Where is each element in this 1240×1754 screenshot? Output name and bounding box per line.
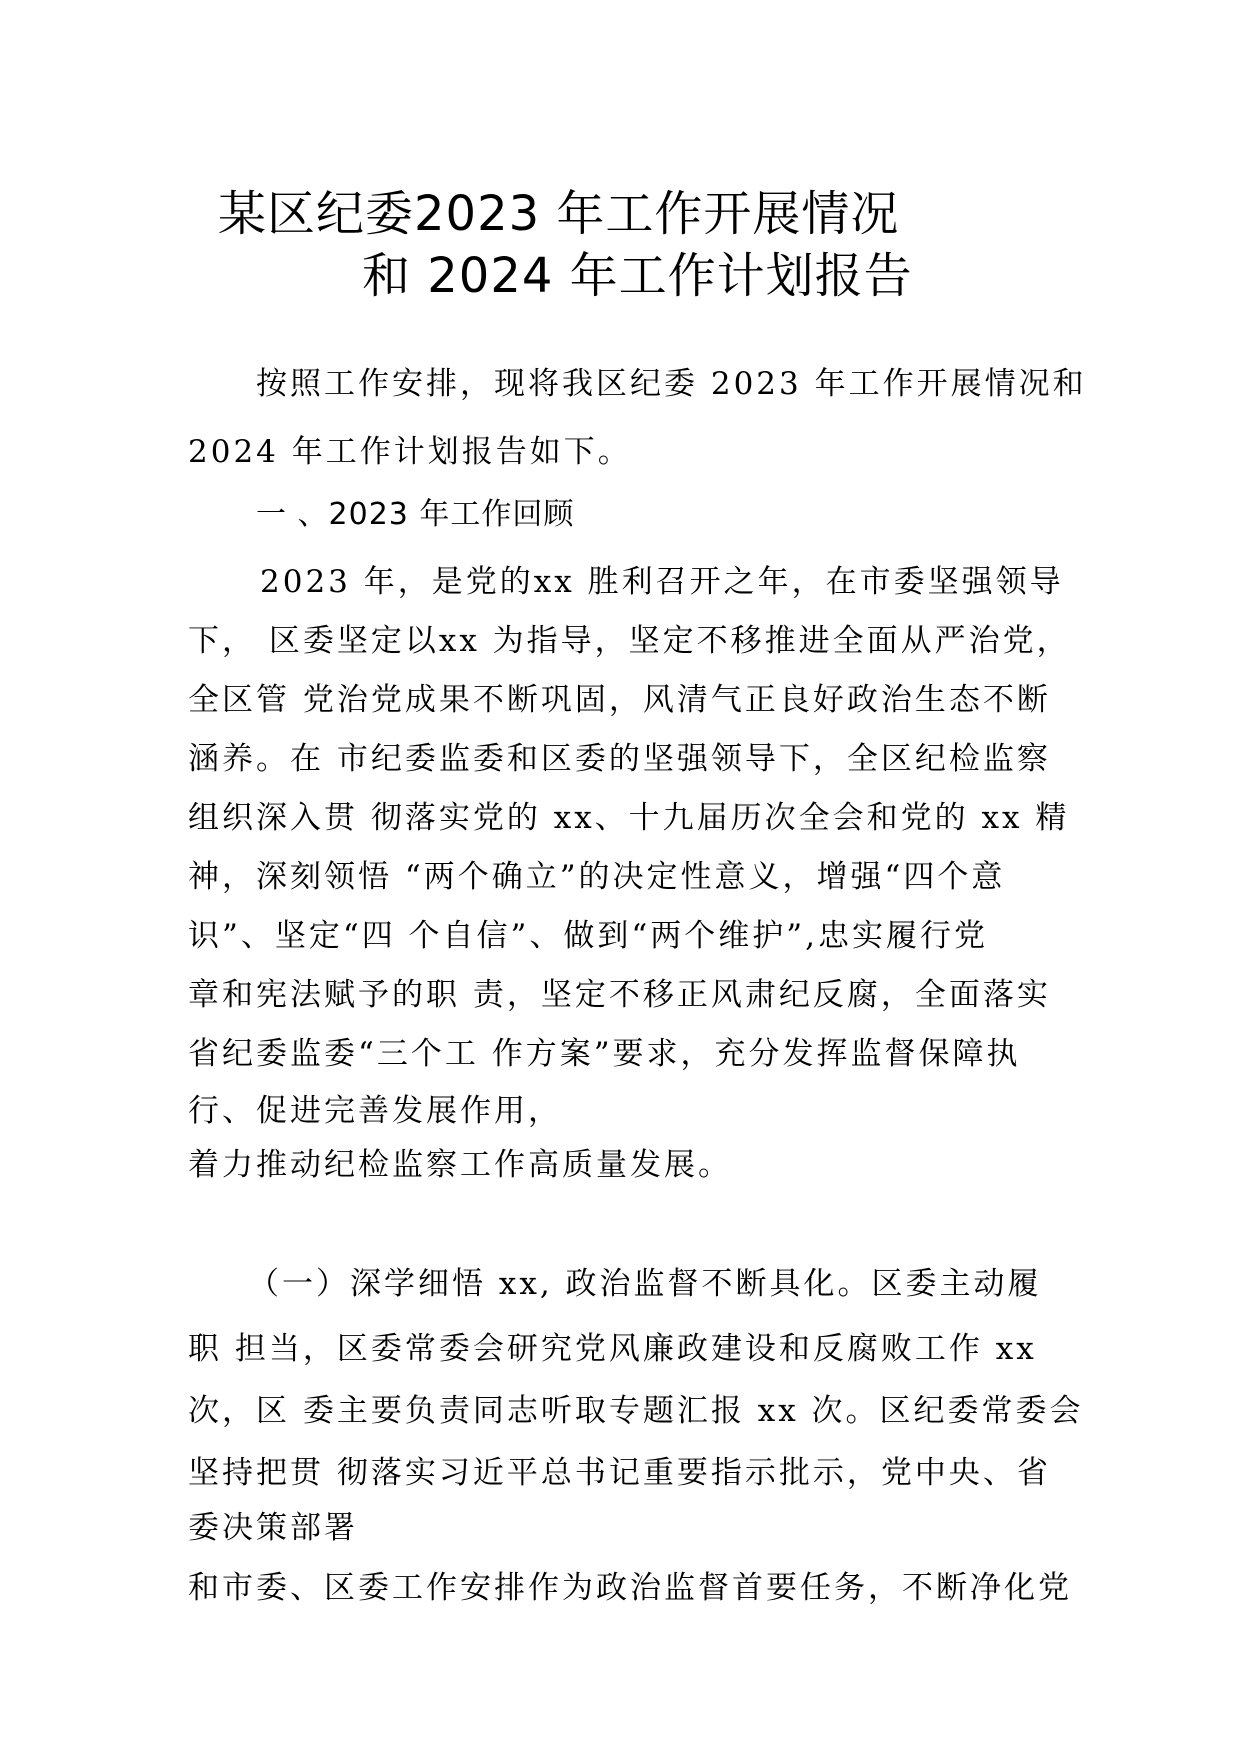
intro-line-1: 按照工作安排，现将我区纪委 2023 年工作开展情况和 xyxy=(256,366,1087,402)
paragraph-line: 2023 年，是党的xx 胜利召开之年，在市委坚强领导 xyxy=(260,564,1064,600)
paragraph-line: 次，区 委主要负责同志听取专题汇报 xx 次。区纪委常委会 xyxy=(188,1393,1084,1429)
paragraph-line: 识”、坚定“四 个自信”、做到“两个维护”,忠实履行党 xyxy=(188,918,988,954)
paragraph-line: 全区管 党治党成果不断巩固，风清气正良好政治生态不断 xyxy=(188,682,1051,718)
paragraph-line: 神，深刻领悟 “两个确立”的决定性意义，增强“四个意 xyxy=(188,859,1006,895)
intro-line-2: 2024 年工作计划报告如下。 xyxy=(188,434,632,470)
paragraph-line: 和市委、区委工作安排作为政治监督首要任务，不断净化党 xyxy=(188,1570,1072,1606)
document-title-line-1: 某区纪委2023 年工作开展情况 xyxy=(218,186,900,242)
paragraph-line: 职 担当，区委常委会研究党风廉政建设和反腐败工作 xx xyxy=(188,1331,1037,1367)
paragraph-line: 组织深入贯 彻落实党的 xx、十九届历次全会和党的 xx 精 xyxy=(188,800,1070,836)
paragraph-line: 委决策部署 xyxy=(188,1510,358,1546)
paragraph-line: 涵养。在 市纪委监委和区委的坚强领导下，全区纪检监察 xyxy=(188,741,1051,777)
section-heading-1: 一 、2023 年工作回顾 xyxy=(256,497,575,532)
paragraph-line: 省纪委监委“三个工 作方案”要求，充分发挥监督保障执 xyxy=(188,1036,1021,1072)
paragraph-line: 章和宪法赋予的职 责，坚定不移正风肃纪反腐，全面落实 xyxy=(188,977,1051,1013)
paragraph-line: （一）深学细悟 xx, 政治监督不断具化。区委主动履 xyxy=(248,1266,1042,1302)
paragraph-line: 坚持把贯 彻落实习近平总书记重要指示批示，党中央、省 xyxy=(188,1455,1051,1491)
paragraph-line: 行、促进完善发展作用， xyxy=(188,1093,562,1129)
paragraph-line: 着力推动纪检监察工作高质量发展。 xyxy=(188,1147,732,1183)
paragraph-line: 下， 区委坚定以xx 为指导，坚定不移推进全面从严治党， xyxy=(188,623,1071,659)
document-title-line-2: 和 2024 年工作计划报告 xyxy=(362,248,913,304)
